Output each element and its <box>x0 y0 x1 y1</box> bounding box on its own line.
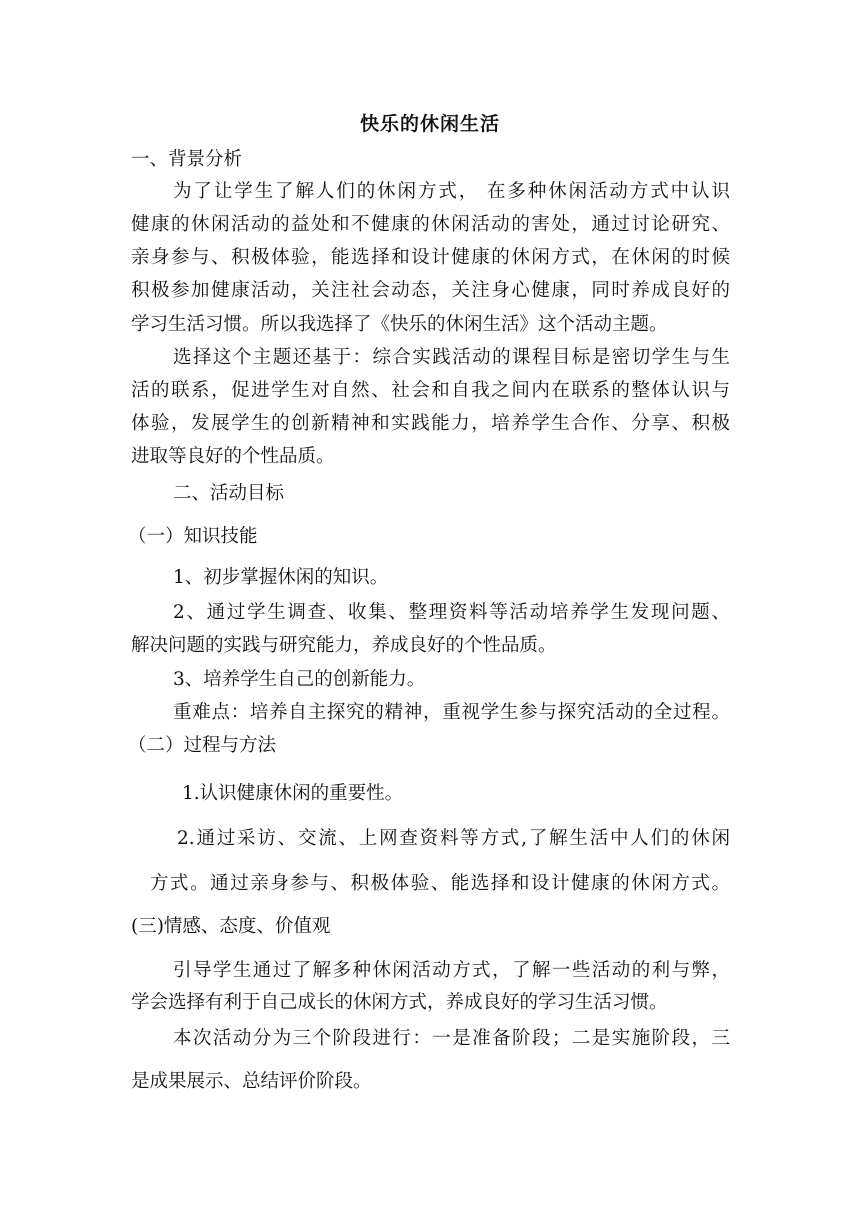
paragraph-line: 解决问题的实践与研究能力，养成良好的个性品质。 <box>131 635 557 656</box>
list-item: 2.通过采访、交流、上网查资料等方式,了解生活中人们的休闲 <box>177 828 730 849</box>
list-item: 3、培养学生自己的创新能力。 <box>173 669 426 690</box>
paragraph-line: 活的联系，促进学生对自然、社会和自我之间内在联系的整体认识与 <box>131 380 730 401</box>
paragraph-line: 学会选择有利于自己成长的休闲方式，养成良好的学习生活习惯。 <box>131 992 668 1013</box>
subsection-heading-process: （二）过程与方法 <box>128 735 277 756</box>
paragraph-line: 为了让学生了解人们的休闲方式， 在多种休闲活动方式中认识 <box>173 181 730 202</box>
paragraph-line: 方式。通过亲身参与、积极体验、能选择和设计健康的休闲方式。 <box>150 873 730 894</box>
paragraph-line: 本次活动分为三个阶段进行：一是准备阶段；二是实施阶段，三 <box>173 1028 730 1049</box>
key-point-line: 重难点：培养自主探究的精神，重视学生参与探究活动的全过程。 <box>173 702 730 723</box>
paragraph-line: 体验，发展学生的创新精神和实践能力，培养学生合作、分享、积极 <box>131 413 730 434</box>
paragraph-line: 是成果展示、总结评价阶段。 <box>131 1071 372 1092</box>
paragraph-line: 进取等良好的个性品质。 <box>131 446 335 467</box>
list-item: 1.认识健康休闲的重要性。 <box>182 783 404 804</box>
list-item: 1、初步掌握休闲的知识。 <box>173 567 389 588</box>
paragraph-line: 引导学生通过了解多种休闲活动方式，了解一些活动的利与弊， <box>173 960 730 981</box>
paragraph-line: 选择这个主题还基于：综合实践活动的课程目标是密切学生与生 <box>173 347 730 368</box>
section-heading-goals: 二、活动目标 <box>173 483 285 504</box>
paragraph-line: 学习生活习惯。所以我选择了《快乐的休闲生活》这个活动主题。 <box>131 314 668 335</box>
section-heading-background: 一、背景分析 <box>131 149 243 170</box>
paragraph-line: 积极参加健康活动，关注社会动态，关注身心健康，同时养成良好的 <box>131 280 730 301</box>
document-title: 快乐的休闲生活 <box>359 113 500 135</box>
list-item: 2、通过学生调查、收集、整理资料等活动培养学生发现问题、 <box>173 602 730 623</box>
paragraph-line: 健康的休闲活动的益处和不健康的休闲活动的害处，通过讨论研究、 <box>131 214 730 235</box>
subsection-heading-values: (三)情感、态度、价值观 <box>131 916 331 937</box>
subsection-heading-knowledge: （一）知识技能 <box>128 526 258 547</box>
paragraph-line: 亲身参与、积极体验，能选择和设计健康的休闲方式，在休闲的时候 <box>131 247 730 268</box>
